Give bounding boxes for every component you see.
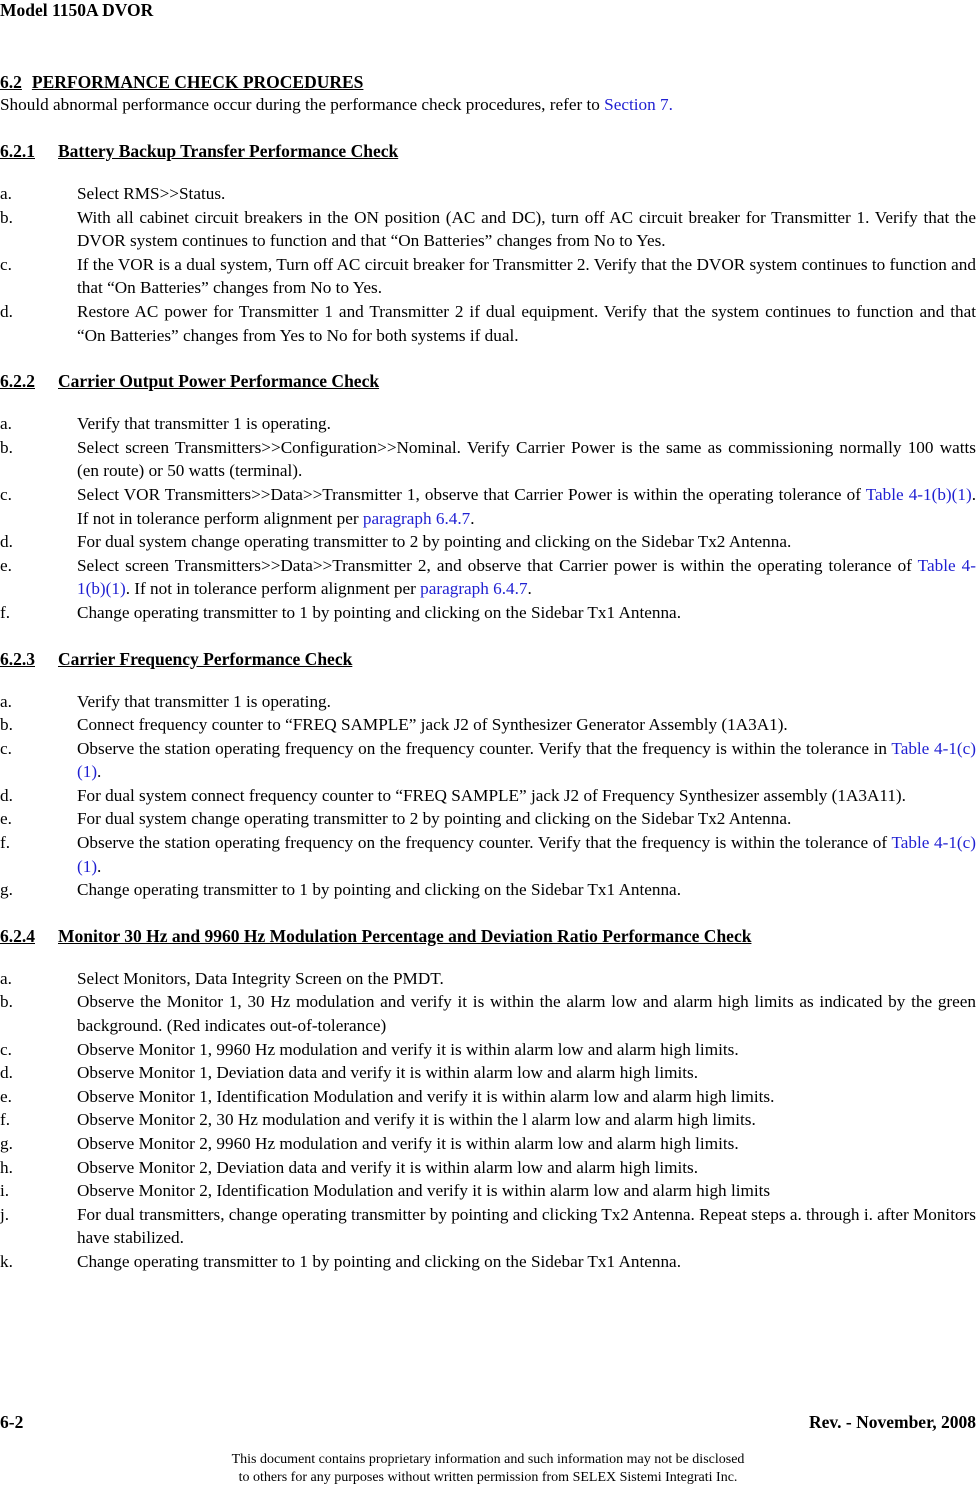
step-text: Change operating transmitter to 1 by pointing and clicking on the Sidebar Tx1 Antenna. xyxy=(77,1251,681,1271)
step-text: Observe Monitor 2, 30 Hz modulation and verify it is within the l alarm low and alarm high limits. xyxy=(77,1110,756,1130)
step-text: . xyxy=(97,856,102,876)
subsection-heading xyxy=(0,924,976,948)
step-letter: b. xyxy=(0,715,13,735)
step-item xyxy=(0,1179,976,1203)
step-text: . xyxy=(97,762,102,782)
step-item xyxy=(0,807,976,831)
step-text: For dual system change operating transmitter to 2 by pointing and clicking on the Sidebar Tx2 Antenna. xyxy=(77,532,792,552)
step-text: . xyxy=(527,579,532,599)
step-item xyxy=(0,990,976,1037)
step-item xyxy=(0,253,976,300)
step-text: Observe Monitor 1, 9960 Hz modulation and verify it is within alarm low and alarm high limits. xyxy=(77,1039,739,1059)
step-letter: k. xyxy=(0,1251,13,1271)
step-letter: a. xyxy=(0,968,12,988)
cross-reference-link[interactable]: paragraph 6.4.7 xyxy=(420,579,528,599)
subsection-title: Carrier Frequency Performance Check xyxy=(58,648,353,669)
step-item xyxy=(0,554,976,601)
step-item xyxy=(0,737,976,784)
step-letter: g. xyxy=(0,880,13,900)
step-text: Change operating transmitter to 1 by pointing and clicking on the Sidebar Tx1 Antenna. xyxy=(77,880,681,900)
subsection-number: 6.2.1 xyxy=(0,141,35,161)
step-text: Select Monitors, Data Integrity Screen on the PMDT. xyxy=(77,968,444,988)
step-text: Observe Monitor 2, Identification Modulation and verify it is within alarm low and alarm high limits xyxy=(77,1181,771,1201)
step-item xyxy=(0,784,976,808)
step-letter: e. xyxy=(0,555,12,575)
subsection-number: 6.2.4 xyxy=(0,925,35,946)
step-item xyxy=(0,436,976,483)
step-text: Connect frequency counter to “FREQ SAMPLE” jack J2 of Synthesizer Generator Assembly (1A3A1). xyxy=(77,715,788,735)
step-letter: b. xyxy=(0,437,13,457)
proprietary-notice xyxy=(0,1451,976,1487)
subsection-heading xyxy=(0,369,976,393)
step-text: For dual system change operating transmitter to 2 by pointing and clicking on the Sidebar Tx2 Antenna. xyxy=(77,809,792,829)
page-number: 6-2 xyxy=(0,1412,24,1432)
step-letter: f. xyxy=(0,602,11,622)
step-text: With all cabinet circuit breakers in the ON position (AC and DC), turn off AC circuit breaker for Transmitter 1. Verify that the DVOR system continues to function and that “On Batteries” changes from No to Yes. xyxy=(77,207,976,251)
step-text: Select VOR Transmitters>>Data>>Transmitter 1, observe that Carrier Power is within the operating tolerance of xyxy=(77,484,866,504)
step-letter: f. xyxy=(0,833,11,853)
section-7-link[interactable]: Section 7. xyxy=(604,95,673,114)
step-item xyxy=(0,182,976,206)
section-6-2 xyxy=(0,72,976,1274)
subsection-heading xyxy=(0,139,976,163)
subsection-6-2-4 xyxy=(0,924,976,1274)
step-letter: d. xyxy=(0,785,13,805)
step-item xyxy=(0,483,976,530)
subsection-title: Carrier Output Power Performance Check xyxy=(58,371,380,392)
step-text: . If not in tolerance perform alignment per xyxy=(125,579,421,599)
step-letter: g. xyxy=(0,1134,13,1153)
subsection-number: 6.2.3 xyxy=(0,648,35,669)
step-letter: h. xyxy=(0,1157,13,1177)
step-item xyxy=(0,878,976,902)
subsection-6-2-1 xyxy=(0,139,976,347)
intro-text: Should abnormal performance occur during the performance check procedures, refer to xyxy=(0,95,605,114)
step-text: Restore AC power for Transmitter 1 and Transmitter 2 if dual equipment. Verify that the system continues to function and that “On Batteries” changes from Yes to No for both systems if dual. xyxy=(77,301,976,345)
step-item xyxy=(0,1203,976,1250)
step-letter: a. xyxy=(0,691,12,711)
step-text: Observe Monitor 1, Deviation data and verify it is within alarm low and alarm high limits. xyxy=(77,1063,699,1083)
step-letter: i. xyxy=(0,1181,10,1201)
step-item xyxy=(0,1132,976,1156)
step-letter: e. xyxy=(0,1086,12,1106)
step-text: For dual transmitters, change operating transmitter by pointing and clicking Tx2 Antenna. Repeat steps a. through i. after Monitors have stabilized. xyxy=(77,1204,976,1248)
cross-reference-link[interactable]: Table 4-1(c)(1) xyxy=(77,833,976,876)
step-letter: f. xyxy=(0,1110,11,1130)
step-text: Select screen Transmitters>>Configuration>>Nominal. Verify Carrier Power is the same as commissioning normally 100 watts (en route) or 50 watts (terminal). xyxy=(77,437,976,481)
step-item xyxy=(0,530,976,554)
step-item xyxy=(0,601,976,625)
section-heading xyxy=(0,72,976,93)
step-letter: c. xyxy=(0,254,12,274)
step-letter: d. xyxy=(0,532,13,552)
step-item xyxy=(0,1108,976,1132)
step-list xyxy=(0,967,976,1274)
section-number: 6.2 xyxy=(0,72,22,92)
step-item xyxy=(0,690,976,714)
step-text: Observe Monitor 2, 9960 Hz modulation and verify it is within alarm low and alarm high limits. xyxy=(77,1134,739,1153)
revision-date: Rev. - November, 2008 xyxy=(808,1412,976,1432)
notice-line-2: to others for any purposes without written permission from SELEX Sistemi Integrati Inc. xyxy=(238,1470,738,1485)
step-item xyxy=(0,206,976,253)
step-text: Verify that transmitter 1 is operating. xyxy=(77,414,331,434)
subsection-number: 6.2.2 xyxy=(0,371,35,392)
step-item xyxy=(0,1085,976,1109)
step-letter: e. xyxy=(0,809,12,829)
subsection-title: Battery Backup Transfer Performance Check xyxy=(58,141,399,161)
step-item xyxy=(0,300,976,347)
cross-reference-link[interactable]: paragraph 6.4.7 xyxy=(362,508,471,528)
step-letter: j. xyxy=(0,1204,10,1224)
step-text: Select RMS>>Status. xyxy=(77,184,226,203)
step-text: Observe Monitor 2, Deviation data and verify it is within alarm low and alarm high limits. xyxy=(77,1157,699,1177)
subsection-6-2-2 xyxy=(0,369,976,624)
subsection-title: Monitor 30 Hz and 9960 Hz Modulation Percentage and Deviation Ratio Performance Check xyxy=(58,925,752,946)
step-text: Observe the Monitor 1, 30 Hz modulation and verify it is within the alarm low and alarm high limits as indicated by the green background. (Red indicates out-of-tolerance) xyxy=(77,992,976,1036)
step-item xyxy=(0,967,976,991)
subsection-6-2-3 xyxy=(0,647,976,902)
step-text: Observe the station operating frequency on the frequency counter. Verify that the frequency is within the tolerance of xyxy=(77,833,892,853)
step-text: If the VOR is a dual system, Turn off AC circuit breaker for Transmitter 2. Verify that the DVOR system continues to function and that “On Batteries” changes from No to Yes. xyxy=(77,254,976,298)
step-list xyxy=(0,690,976,902)
step-text: . If not in tolerance perform alignment per xyxy=(77,484,976,528)
step-letter: a. xyxy=(0,414,12,434)
cross-reference-link[interactable]: Table 4-1(b)(1) xyxy=(865,484,972,504)
cross-reference-link[interactable]: Table 4-1(b)(1) xyxy=(77,555,976,599)
step-letter: d. xyxy=(0,1063,13,1083)
step-text: Observe Monitor 1, Identification Modulation and verify it is within alarm low and alarm high limits. xyxy=(77,1086,775,1106)
step-item xyxy=(0,1061,976,1085)
step-item xyxy=(0,831,976,878)
subsections xyxy=(0,139,976,1274)
step-text: Verify that transmitter 1 is operating. xyxy=(77,691,331,711)
subsection-heading xyxy=(0,647,976,671)
step-item xyxy=(0,1038,976,1062)
step-item xyxy=(0,412,976,436)
step-letter: c. xyxy=(0,1039,12,1059)
step-text: Observe the station operating frequency on the frequency counter. Verify that the frequency is within the tolerance in xyxy=(77,738,892,758)
step-list xyxy=(0,412,976,624)
step-letter: b. xyxy=(0,207,13,227)
notice-line-1: This document contains proprietary information and such information may not be disclosed xyxy=(231,1452,745,1467)
step-letter: d. xyxy=(0,301,13,321)
step-text: Change operating transmitter to 1 by pointing and clicking on the Sidebar Tx1 Antenna. xyxy=(77,602,681,622)
step-list xyxy=(0,182,976,347)
section-intro xyxy=(0,93,976,117)
section-title: PERFORMANCE CHECK PROCEDURES xyxy=(31,72,364,92)
cross-reference-link[interactable]: Table 4-1(c)(1) xyxy=(77,738,976,782)
step-text: For dual system connect frequency counter to “FREQ SAMPLE” jack J2 of Frequency Synthesizer assembly (1A3A11). xyxy=(77,785,906,805)
step-text: Select screen Transmitters>>Data>>Transmitter 2, and observe that Carrier power is within the operating tolerance of xyxy=(77,555,918,575)
step-letter: b. xyxy=(0,992,13,1012)
step-letter: c. xyxy=(0,484,12,504)
step-letter: c. xyxy=(0,738,12,758)
running-header: Model 1150A DVOR xyxy=(0,0,154,20)
step-item xyxy=(0,1156,976,1180)
step-text: . xyxy=(470,508,475,528)
step-item xyxy=(0,713,976,737)
step-item xyxy=(0,1250,976,1274)
step-letter: a. xyxy=(0,184,12,203)
